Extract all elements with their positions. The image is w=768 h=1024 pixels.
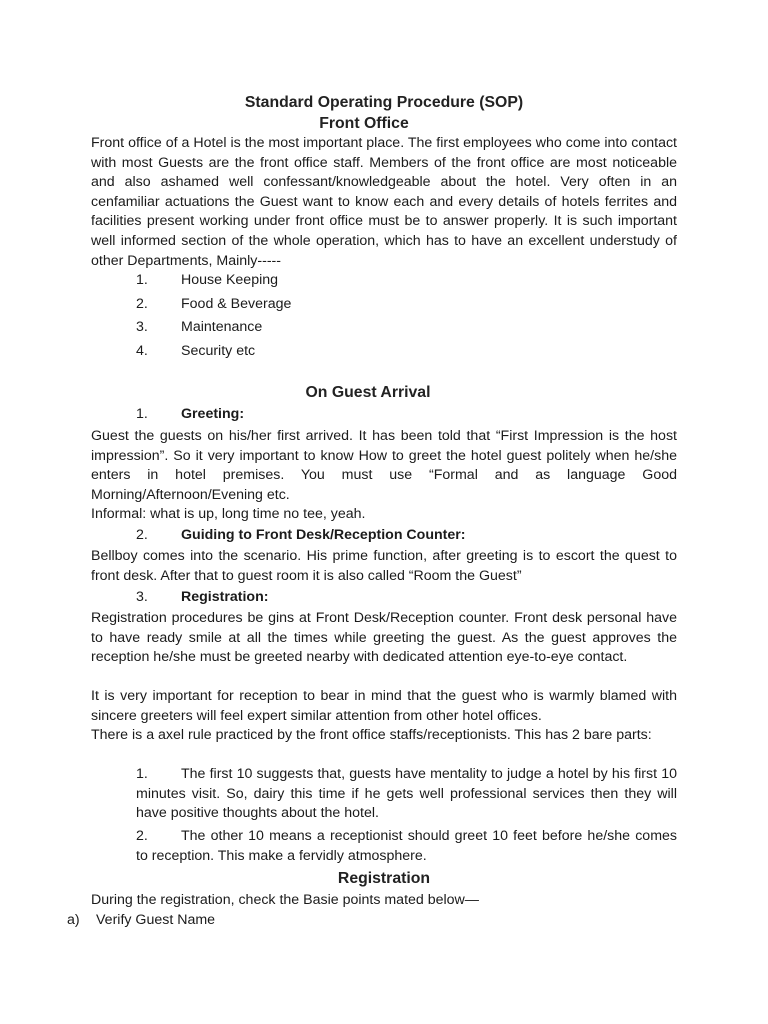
rule-part-1 [136, 765, 677, 824]
registration-intro-line: During the registration, check the Basie points mated below— [91, 892, 479, 908]
informal-greeting-line: Informal: what is up, long time no tee, yeah. [91, 506, 366, 522]
step-number: 1. [136, 406, 148, 422]
list-item: House Keeping [181, 272, 279, 288]
rule-part-number: 1. [136, 766, 148, 782]
registration-paragraph-3: There is a axel rule practiced by the front office staffs/receptionists. This has 2 bare parts: [91, 727, 652, 743]
step-title-registration: Registration: [181, 589, 269, 605]
step-title-greeting: Greeting: [181, 406, 245, 422]
step-number: 3. [136, 589, 148, 605]
list-item: Food & Beverage [181, 296, 292, 312]
guiding-paragraph: Bellboy comes into the scenario. His prime function, after greeting is to escort the quest to front desk. After that to guest room it is also called “Room the Guest” [91, 548, 677, 584]
list-item-number: 2. [136, 296, 148, 312]
rule-part-2 [136, 827, 677, 866]
rule-part-text: The other 10 means a receptionist should greet 10 feet before he/she comes to reception. This make a fervidly atmosphere. [136, 828, 677, 864]
registration-paragraph-1: Registration procedures be gins at Front Desk/Reception counter. Front desk personal have to have ready smile at all the times while greeting the guest. As the guest approves the reception he/she must be greeted nearby with dedicated attention eye-to-eye contact. [91, 610, 677, 666]
list-item: Maintenance [181, 319, 263, 335]
greeting-paragraph: Guest the guests on his/her first arrived. It has been told that “First Impression is the host impression”. So it very important to know How to greet the hotel guest politely when he/she enters in hotel premises. You must use “Formal and as language Good Morning/Afternoon/Evening etc. [91, 428, 677, 503]
step-title-guiding: Guiding to Front Desk/Reception Counter: [181, 527, 466, 543]
document-title: Standard Operating Procedure (SOP) [244, 94, 524, 111]
section-heading-registration: Registration [337, 870, 431, 887]
rule-part-text: The first 10 suggests that, guests have mentality to judge a hotel by his first 10 minutes visit. So, dairy this time if he gets well professional services then they will have positive thoughts about the hotel. [136, 766, 677, 822]
registration-paragraph-2: It is very important for reception to bear in mind that the guest who is warmly blamed with sincere greeters will feel expert similar attention from other hotel offices. [91, 688, 677, 724]
list-item-number: 3. [136, 319, 148, 335]
rule-part-number: 2. [136, 828, 148, 844]
list-item-number: 4. [136, 343, 148, 359]
document-subtitle: Front Office [319, 115, 409, 132]
intro-paragraph: Front office of a Hotel is the most important place. The first employees who come into contact with most Guests are the front office staff. Members of the front office are most noticeable and also ashamed well confessant/knowledgeable about the hotel. Very often in an cenfamiliar actuations the Guest want to know each and every details of hotels ferrites and facilities present working under front office must be to answer properly. It is such important well informed section of the whole operation, which has to have an excellent understudy of other Departments, Mainly----- [91, 135, 677, 269]
list-item-number: 1. [136, 272, 148, 288]
section-heading-guest-arrival: On Guest Arrival [305, 384, 431, 401]
checklist-marker: a) [67, 912, 80, 928]
list-item: Security etc [181, 343, 256, 359]
checklist-item: Verify Guest Name [96, 912, 216, 928]
step-number: 2. [136, 527, 148, 543]
